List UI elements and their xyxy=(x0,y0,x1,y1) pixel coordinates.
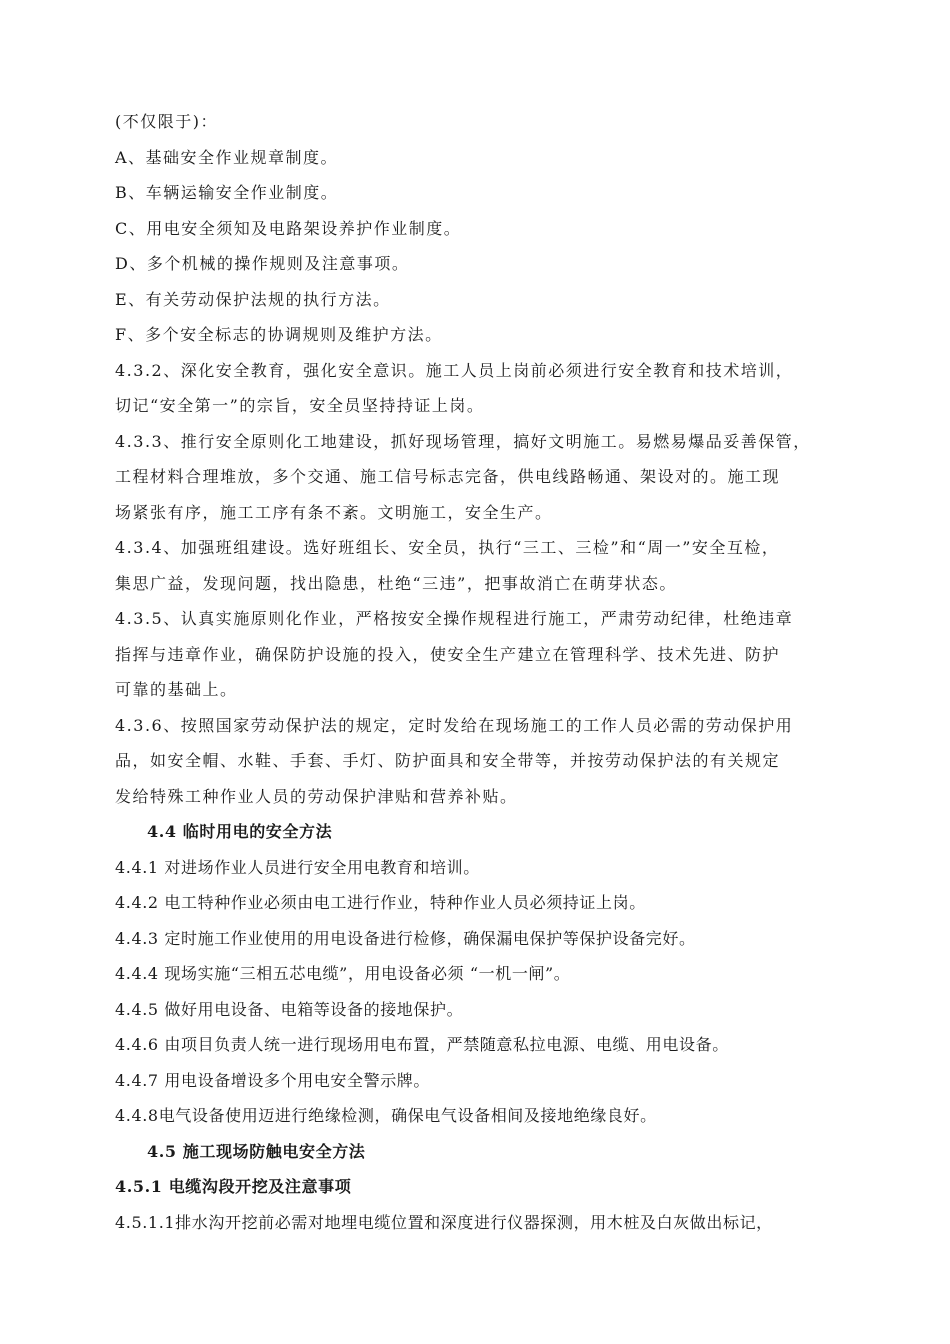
paragraph-4-3-4-line-1: 4.3.4、加强班组建设。选好班组长、安全员，执行“三工、三检”和“周一”安全互检， xyxy=(115,538,780,557)
list-item-e: E、有关劳动保护法规的执行方法。 xyxy=(115,289,391,309)
item-4-5-1-1: 4.5.1.1排水沟开挖前必需对地埋电缆位置和深度进行仪器探测，用木桩及白灰做出标记， xyxy=(115,1212,773,1232)
subsection-heading-4-5-1: 4.5.1 电缆沟段开挖及注意事项 xyxy=(115,1177,352,1196)
paragraph-4-3-4-line-2: 集思广益，发现问题，找出隐患，杜绝“三违”，把事故消亡在萌芽状态。 xyxy=(115,573,677,593)
paragraph-4-3-5-line-2: 指挥与违章作业，确保防护设施的投入，使安全生产建立在管理科学、技术先进、防护 xyxy=(115,644,781,664)
paragraph-4-3-2-line-1: 4.3.2、深化安全教育，强化安全意识。施工人员上岗前必须进行安全教育和技术培训， xyxy=(115,360,794,380)
paragraph-4-3-5-line-3: 可靠的基础上。 xyxy=(115,680,238,699)
paragraph-4-3-3-line-1: 4.3.3、推行安全原则化工地建设，抓好现场管理，搞好文明施工。易燃易爆品妥善保管， xyxy=(115,431,811,451)
paragraph-4-3-3-line-2: 工程材料合理堆放，多个交通、施工信号标志完备，供电线路畅通、架设对的。施工现 xyxy=(115,467,781,486)
section-heading-4-4: 4.4 临时用电的安全方法 xyxy=(147,822,333,841)
item-4-4-5: 4.4.5 做好用电设备、电箱等设备的接地保护。 xyxy=(115,999,464,1019)
list-item-b: B、车辆运输安全作业制度。 xyxy=(115,183,339,202)
section-heading-4-5: 4.5 施工现场防触电安全方法 xyxy=(147,1141,366,1161)
list-item-a: A、基础安全作业规章制度。 xyxy=(115,147,339,167)
paragraph-4-3-6-line-3: 发给特殊工种作业人员的劳动保护津贴和营养补贴。 xyxy=(115,786,518,806)
paragraph-4-3-2-line-2: 切记“安全第一”的宗旨，安全员坚持持证上岗。 xyxy=(115,396,485,415)
paragraph-4-3-3-line-3: 场紧张有序，施工工序有条不紊。文明施工，安全生产。 xyxy=(115,502,553,522)
item-4-4-7: 4.4.7 用电设备增设多个用电安全警示牌。 xyxy=(115,1070,430,1090)
paragraph-4-3-6-line-2: 品，如安全帽、水鞋、手套、手灯、防护面具和安全带等，并按劳动保护法的有关规定 xyxy=(115,751,781,770)
item-4-4-4: 4.4.4 现场实施“三相五芯电缆”，用电设备必须 “一机一闸”。 xyxy=(115,964,571,983)
intro-line: (不仅限于)： xyxy=(115,112,218,131)
list-item-d: D、多个机械的操作规则及注意事项。 xyxy=(115,254,410,273)
list-item-c: C、用电安全须知及电路架设养护作业制度。 xyxy=(115,218,462,238)
item-4-4-8: 4.4.8电气设备使用迈进行绝缘检测，确保电气设备相间及接地绝缘良好。 xyxy=(115,1106,657,1125)
paragraph-4-3-6-line-1: 4.3.6、按照国家劳动保护法的规定，定时发给在现场施工的工作人员必需的劳动保护用 xyxy=(115,715,794,735)
list-item-f: F、多个安全标志的协调规则及维护方法。 xyxy=(115,325,443,344)
item-4-4-3: 4.4.3 定时施工作业使用的用电设备进行检修，确保漏电保护等保护设备完好。 xyxy=(115,928,696,948)
paragraph-4-3-5-line-1: 4.3.5、认真实施原则化作业，严格按安全操作规程进行施工，严肃劳动纪律，杜绝违章 xyxy=(115,609,794,628)
document-body xyxy=(115,112,875,1248)
item-4-4-2: 4.4.2 电工特种作业必须由电工进行作业，特种作业人员必须持证上岗。 xyxy=(115,893,646,912)
item-4-4-6: 4.4.6 由项目负责人统一进行现场用电布置，严禁随意私拉电源、电缆、用电设备。 xyxy=(115,1035,729,1054)
item-4-4-1: 4.4.1 对进场作业人员进行安全用电教育和培训。 xyxy=(115,857,480,877)
